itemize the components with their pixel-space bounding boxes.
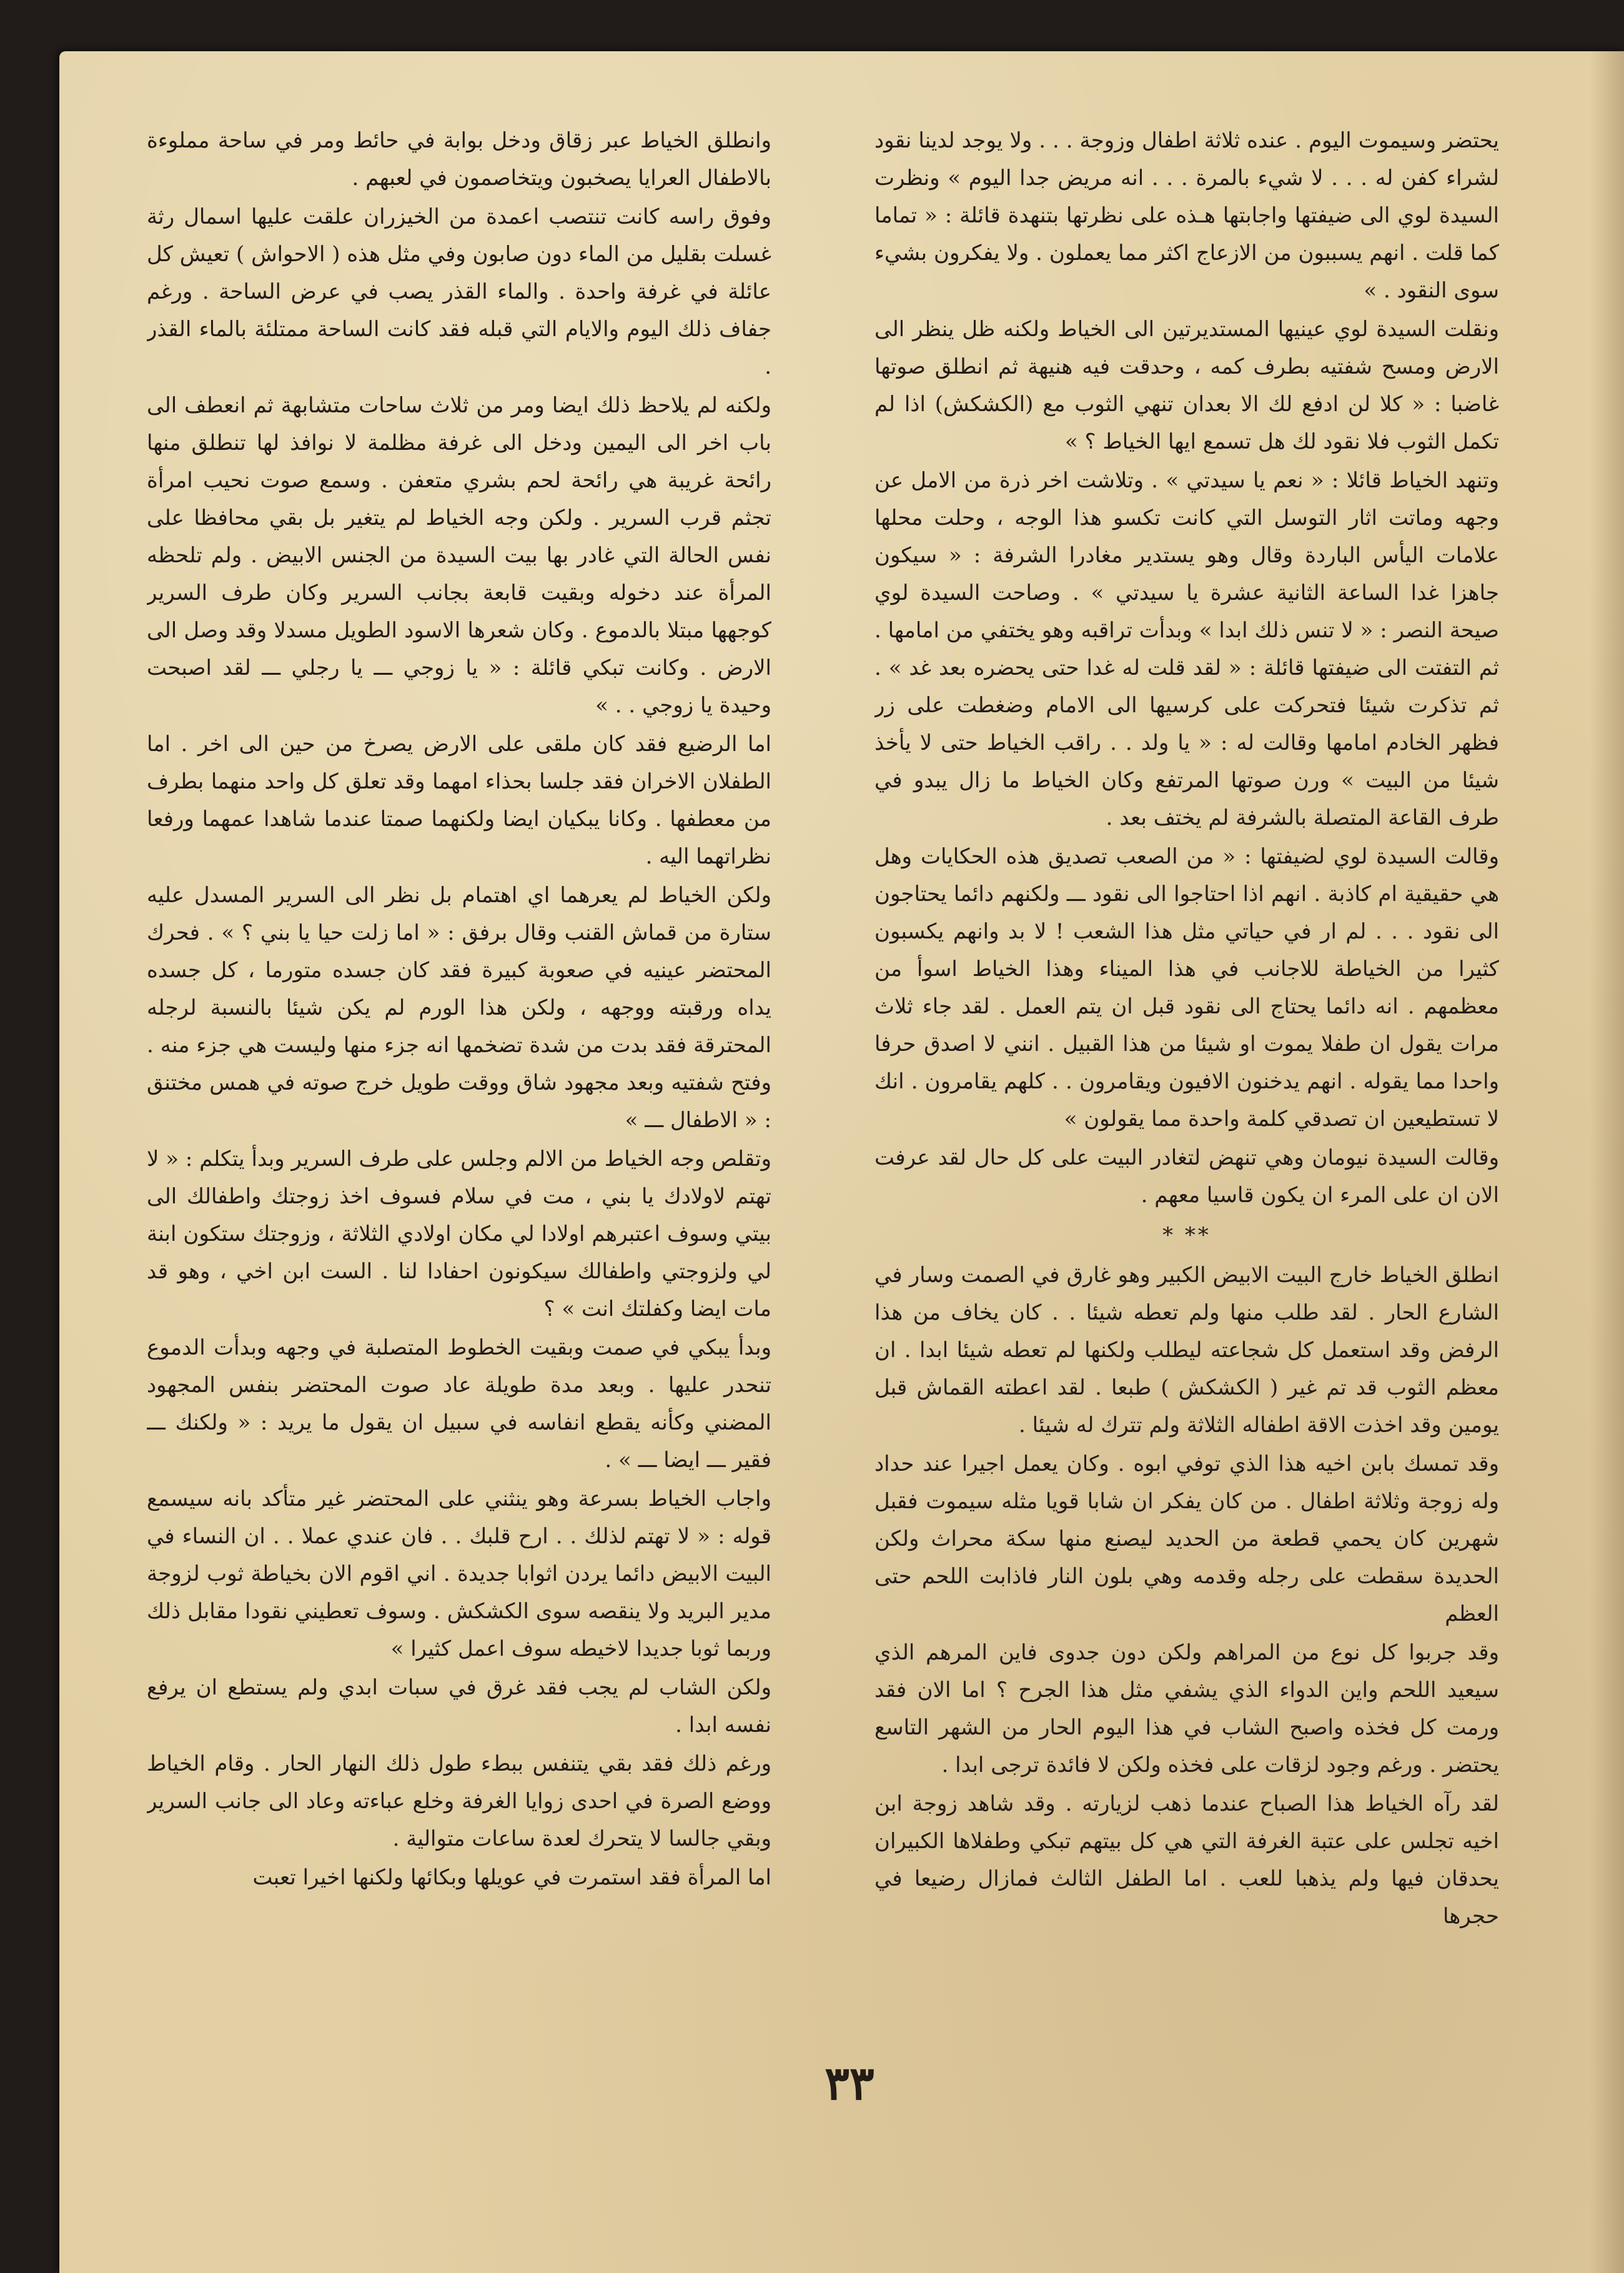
paragraph: لقد رآه الخياط هذا الصباح عندما ذهب لزيارته . وقد شاهد زوجة ابن اخيه تجلس على عتبة الغرفة التي هي كل بيتهم تبكي وطفلاها الكبيران يحدقان فيها ولم يذهبا للعب . اما الطفل الثالث فمازال رضيعا في حجرها	[874, 1791, 1499, 1929]
paragraph: وبدأ يبكي في صمت وبقيت الخطوط المتصلبة في وجهه وبدأت الدموع تنحدر عليها . وبعد مدة طويلة عاد صوت المحتضر بنفس المجهود المضني وكأنه يقطع انفاسه في سبيل ان يقول ما يريد : « ولكنك ـــ فقير ـــ ايضا ـــ » .	[147, 1335, 771, 1473]
paragraph: يحتضر وسيموت اليوم . عنده ثلاثة اطفال وزوجة . . . ولا يوجد لدينا نقود لشراء كفن له . . . لا شيء بالمرة . . . انه مريض جدا اليوم » ونظرت السيدة لوي الى ضيفتها واجابتها هـذه على نظرتها بتنهدة قائلة : « تماما كما قلت . انهم يسببون من الازعاج اكثر مما يعملون . ولا يفكرون بشيء سوى النقود . »	[874, 128, 1499, 303]
paragraph: ولكن الشاب لم يجب فقد غرق في سبات ابدي ولم يستطع ان يرفع نفسه ابدا .	[147, 1675, 771, 1738]
paragraph: ورغم ذلك فقد بقي يتنفس ببطء طول ذلك النهار الحار . وقام الخياط ووضع الصرة في احدى زوايا الغرفة وخلع عباءته وعاد الى جانب السرير وبقي جالسا لا يتحرك لعدة ساعات متوالية .	[147, 1751, 771, 1851]
text-column-right	[874, 122, 1499, 2134]
paragraph: ولكنه لم يلاحظ ذلك ايضا ومر من ثلاث ساحات متشابهة ثم انعطف الى باب اخر الى اليمين ودخل الى غرفة مظلمة لا نوافذ لها تنطلق منها رائحة غريبة هي رائحة لحم بشري متعفن . وسمع صوت نحيب امرأة تجثم قرب السرير . ولكن وجه الخياط لم يتغير بل بقي محافظا على نفس الحالة التي غادر بها بيت السيدة من الجنس الابيض . ولم تلحظه المرأة عند دخوله وبقيت قابعة بجانب السرير وكان طرف السرير كوجهها مبتلا بالدموع . وكان شعرها الاسود الطويل مسدلا وقد وصل الى الارض . وكانت تبكي قائلة : « يا زوجي ـــ يا رجلي ـــ لقد اصبحت وحيدة يا زوجي . . »	[147, 393, 771, 718]
page-number: ٣٣	[824, 2057, 874, 2111]
text-column-left	[147, 122, 771, 2134]
paragraph: واجاب الخياط بسرعة وهو ينثني على المحتضر غير متأكد بانه سيسمع قوله : « لا تهتم لذلك . . ارح قلبك . . فان عندي عملا . . ان النساء في البيت الابيض دائما يردن اثوابا جديدة . اني اقوم الان بخياطة ثوب لزوجة مدير البريد ولا ينقصه سوى الكشكش . وسوف تعطيني نقودا مقابل ذلك وربما ثوبا جديدا لاخيطه سوف اعمل كثيرا »	[147, 1486, 771, 1661]
paragraph: انطلق الخياط خارج البيت الابيض الكبير وهو غارق في الصمت وسار في الشارع الحار . لقد طلب منها ولم تعطه شيئا . . كان يخاف من هذا الرفض وقد استعمل كل شجاعته ليطلب ولكنها لم تعطه شيئا ابدا . ان معظم الثوب قد تم غير ( الكشكش ) طبعا . لقد اعطته القماش قبل يومين وقد اخذت الاقة اطفاله الثلاثة ولم تترك له شيئا .	[874, 1263, 1499, 1438]
paragraph: وتقلص وجه الخياط من الالم وجلس على طرف السرير وبدأ يتكلم : « لا تهتم لاولادك يا بني ، مت في سلام فسوف اخذ زوجتك واطفالك الى بيتي وسوف اعتبرهم اولادا لي مكان اولادي الثلاثة ، وزوجتك ستكون ابنة لي ولزوجتي واطفالك سيكونون احفادا لنا . الست ابن اخي ، وهو قد مات ايضا وكفلتك انت » ؟	[147, 1146, 771, 1321]
paragraph: وقد تمسك بابن اخيه هذا الذي توفي ابوه . وكان يعمل اجيرا عند حداد وله زوجة وثلاثة اطفال . من كان يفكر ان شابا قويا مثله سيموت فقبل شهرين كان يحمي قطعة من الحديد ليصنع منها سكة محراث ولكن الحديدة سقطت على رجله وقدمه وهي بلون النار فاذابت اللحم حتى العظم	[874, 1451, 1499, 1626]
paragraph: ولكن الخياط لم يعرهما اي اهتمام بل نظر الى السرير المسدل عليه ستارة من قماش القنب وقال برفق : « اما زلت حيا يا بني ؟ » . فحرك المحتضر عينيه في صعوبة كبيرة فقد كان جسده متورما ، كل جسده يداه ورقبته ووجهه ، ولكن هذا الورم لم يكن شيئا بالنسبة لرجله المحترقة فقد بدت من شدة تضخمها انه جزء منها وليست هي جزء منه . وفتح شفتيه وبعد مجهود شاق ووقت طويل خرج صوته في همس مختنق : « الاطفال ـــ »	[147, 883, 771, 1133]
paragraph: وفوق راسه كانت تنتصب اعمدة من الخيزران علقت عليها اسمال رثة غسلت بقليل من الماء دون صابون وفي مثل هذه ( الاحواش ) تعيش كل عائلة في غرفة واحدة . والماء القذر يصب في عرض الساحة . ورغم جفاف ذلك اليوم والايام التي قبله فقد كانت الساحة ممتلئة بالماء القذر .	[147, 204, 771, 379]
paragraph: ونقلت السيدة لوي عينيها المستديرتين الى الخياط ولكنه ظل ينظر الى الارض ومسح شفتيه بطرف كمه ، وحدقت فيه هنيهة ثم انطلق صوتها غاضبا : « كلا لن ادفع لك الا بعدان تنهي الثوب مع (الكشكش) اذا لم تكمل الثوب فلا نقود لك هل تسمع ايها الخياط ؟ »	[874, 317, 1499, 454]
page-binding-shadow	[1590, 51, 1624, 2273]
paragraph: وقالت السيدة نيومان وهي تنهض لتغادر البيت على كل حال لقد عرفت الان ان على المرء ان يكون قاسيا معهم .	[874, 1145, 1499, 1208]
paragraph: وتنهد الخياط قائلا : « نعم يا سيدتي » . وتلاشت اخر ذرة من الامل عن وجهه وماتت اثار التوسل التي كانت تكسو هذا الوجه ، وحلت محلها علامات اليأس الباردة وقال وهو يستدير مغادرا الشرفة : « سيكون جاهزا غدا الساعة الثانية عشرة يا سيدتي » . وصاحت السيدة لوي صيحة النصر : « لا تنس ذلك ابدا » وبدأت تراقبه وهو يختفي من امامها . ثم التفتت الى ضيفتها قائلة : « لقد قلت له غدا حتى يحضره بعد غد » . ثم تذكرت شيئا فتحركت على كرسيها الى الامام وضغطت على زر فظهر الخادم امامها وقالت له : « يا ولد . . راقب الخياط حتى لا يأخذ شيئا من البيت » ورن صوتها المرتفع وكان الخياط ما زال يبدو في طرف القاعة المتصلة بالشرفة لم يختف بعد .	[874, 468, 1499, 830]
paragraph: اما المرأة فقد استمرت في عويلها وبكائها ولكنها اخيرا تعبت	[252, 1865, 771, 1890]
paragraph: وقالت السيدة لوي لضيفتها : « من الصعب تصديق هذه الحكايات وهل هي حقيقية ام كاذبة . انهم اذا احتاجوا الى نقود ـــ ولكنهم دائما يحتاجون الى نقود . . . لم ار في حياتي مثل هذا الشعب ! لا بد وانهم يكسبون كثيرا من الخياطة للاجانب في هذا الميناء وهذا الخياط اسوأ من معظمهم . انه دائما يحتاج الى نقود قبل ان يتم العمل . لقد جاء ثلاث مرات يقول ان طفلا يموت او شيئا من هذا القبيل . انني لا اصدق حرفا واحدا مما يقوله . انهم يدخنون الافيون ويقامرون . . كلهم يقامرون . انك لا تستطيعين ان تصدقي كلمة واحدة مما يقولون »	[874, 844, 1499, 1132]
paragraph: وانطلق الخياط عبر زقاق ودخل بوابة في حائط ومر في ساحة مملوءة بالاطفال العرايا يصخبون ويتخاصمون في لعبهم .	[147, 128, 771, 191]
section-divider: ** *	[1162, 1223, 1211, 1248]
paragraph: وقد جربوا كل نوع من المراهم ولكن دون جدوى فاين المرهم الذي سيعيد اللحم واين الدواء الذي يشفي مثل هذا الجرح ؟ اما الان فقد ورمت كل فخذه واصبح الشاب في هذا اليوم الحار من الشهر التاسع يحتضر . ورغم وجود لزقات على فخذه ولكن لا فائدة ترجى ابدا .	[874, 1640, 1499, 1778]
paragraph: اما الرضيع فقد كان ملقى على الارض يصرخ من حين الى اخر . اما الطفلان الاخران فقد جلسا بحذاء امهما وقد تعلق كل واحد منهما بطرف من معطفها . وكانا يبكيان ايضا ولكنهما صمتا عندما شاهدا عمهما ورفعا نظراتهما اليه .	[147, 732, 771, 869]
